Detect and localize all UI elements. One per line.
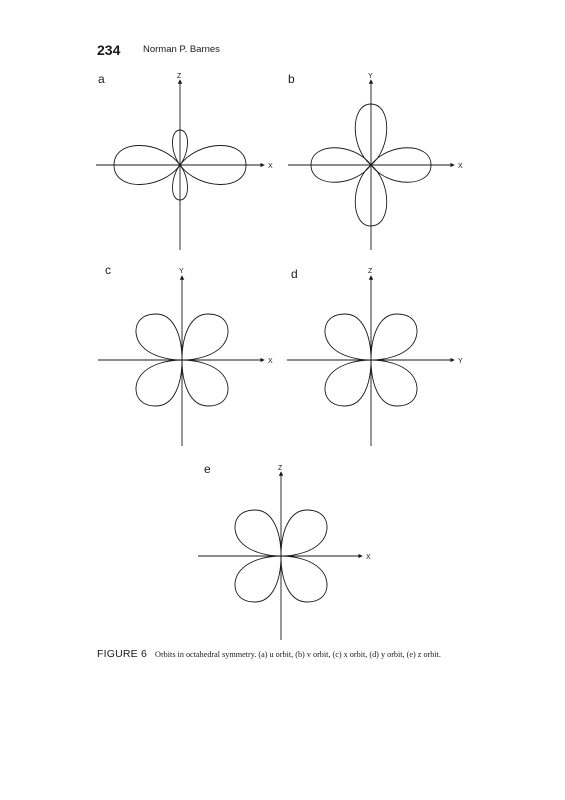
panel-d [287, 268, 463, 446]
panel-c [98, 268, 273, 446]
panel-b-h-label: X [458, 163, 463, 170]
panel-c-lobe-nw [136, 314, 182, 360]
panel-d-lobe-se [371, 360, 417, 406]
panel-b-letter: b [288, 72, 295, 86]
panel-c-v-label: Y [179, 268, 184, 275]
panel-c-letter: c [105, 263, 111, 277]
panel-e [198, 465, 371, 640]
panel-e-h-label: X [366, 554, 371, 561]
running-header-author: Norman P. Barnes [143, 44, 220, 55]
panel-e-lobe-se [281, 556, 327, 602]
panel-a-v-label: Z [177, 73, 182, 80]
panel-e-lobe-sw [235, 556, 281, 602]
figure-label: FIGURE 6 [97, 648, 148, 660]
panel-e-lobe-nw [235, 510, 281, 556]
panel-a [96, 73, 273, 250]
figure-caption [97, 648, 441, 660]
panel-c-h-label: X [268, 358, 273, 365]
panel-c-lobe-ne [182, 314, 228, 360]
panel-d-lobe-sw [325, 360, 371, 406]
panel-d-lobe-nw [325, 314, 371, 360]
panel-b-v-label: Y [368, 73, 373, 80]
panel-d-lobe-ne [371, 314, 417, 360]
panel-c-lobe-sw [136, 360, 182, 406]
panel-d-v-label: Z [368, 268, 373, 275]
panel-b [288, 73, 463, 250]
panel-a-h-label: X [268, 163, 273, 170]
panel-e-letter: e [204, 462, 211, 476]
panel-d-h-label: Y [458, 358, 463, 365]
panel-e-lobe-ne [281, 510, 327, 556]
panel-a-letter: a [98, 72, 105, 86]
figure-caption-text: Orbits in octahedral symmetry. (a) u orbit, (b) v orbit, (c) x orbit, (d) y orbit, (e) z orbit. [155, 650, 441, 659]
panel-c-lobe-se [182, 360, 228, 406]
panel-d-letter: d [291, 267, 298, 281]
page-number: 234 [97, 42, 121, 58]
panel-e-v-label: Z [278, 465, 283, 472]
